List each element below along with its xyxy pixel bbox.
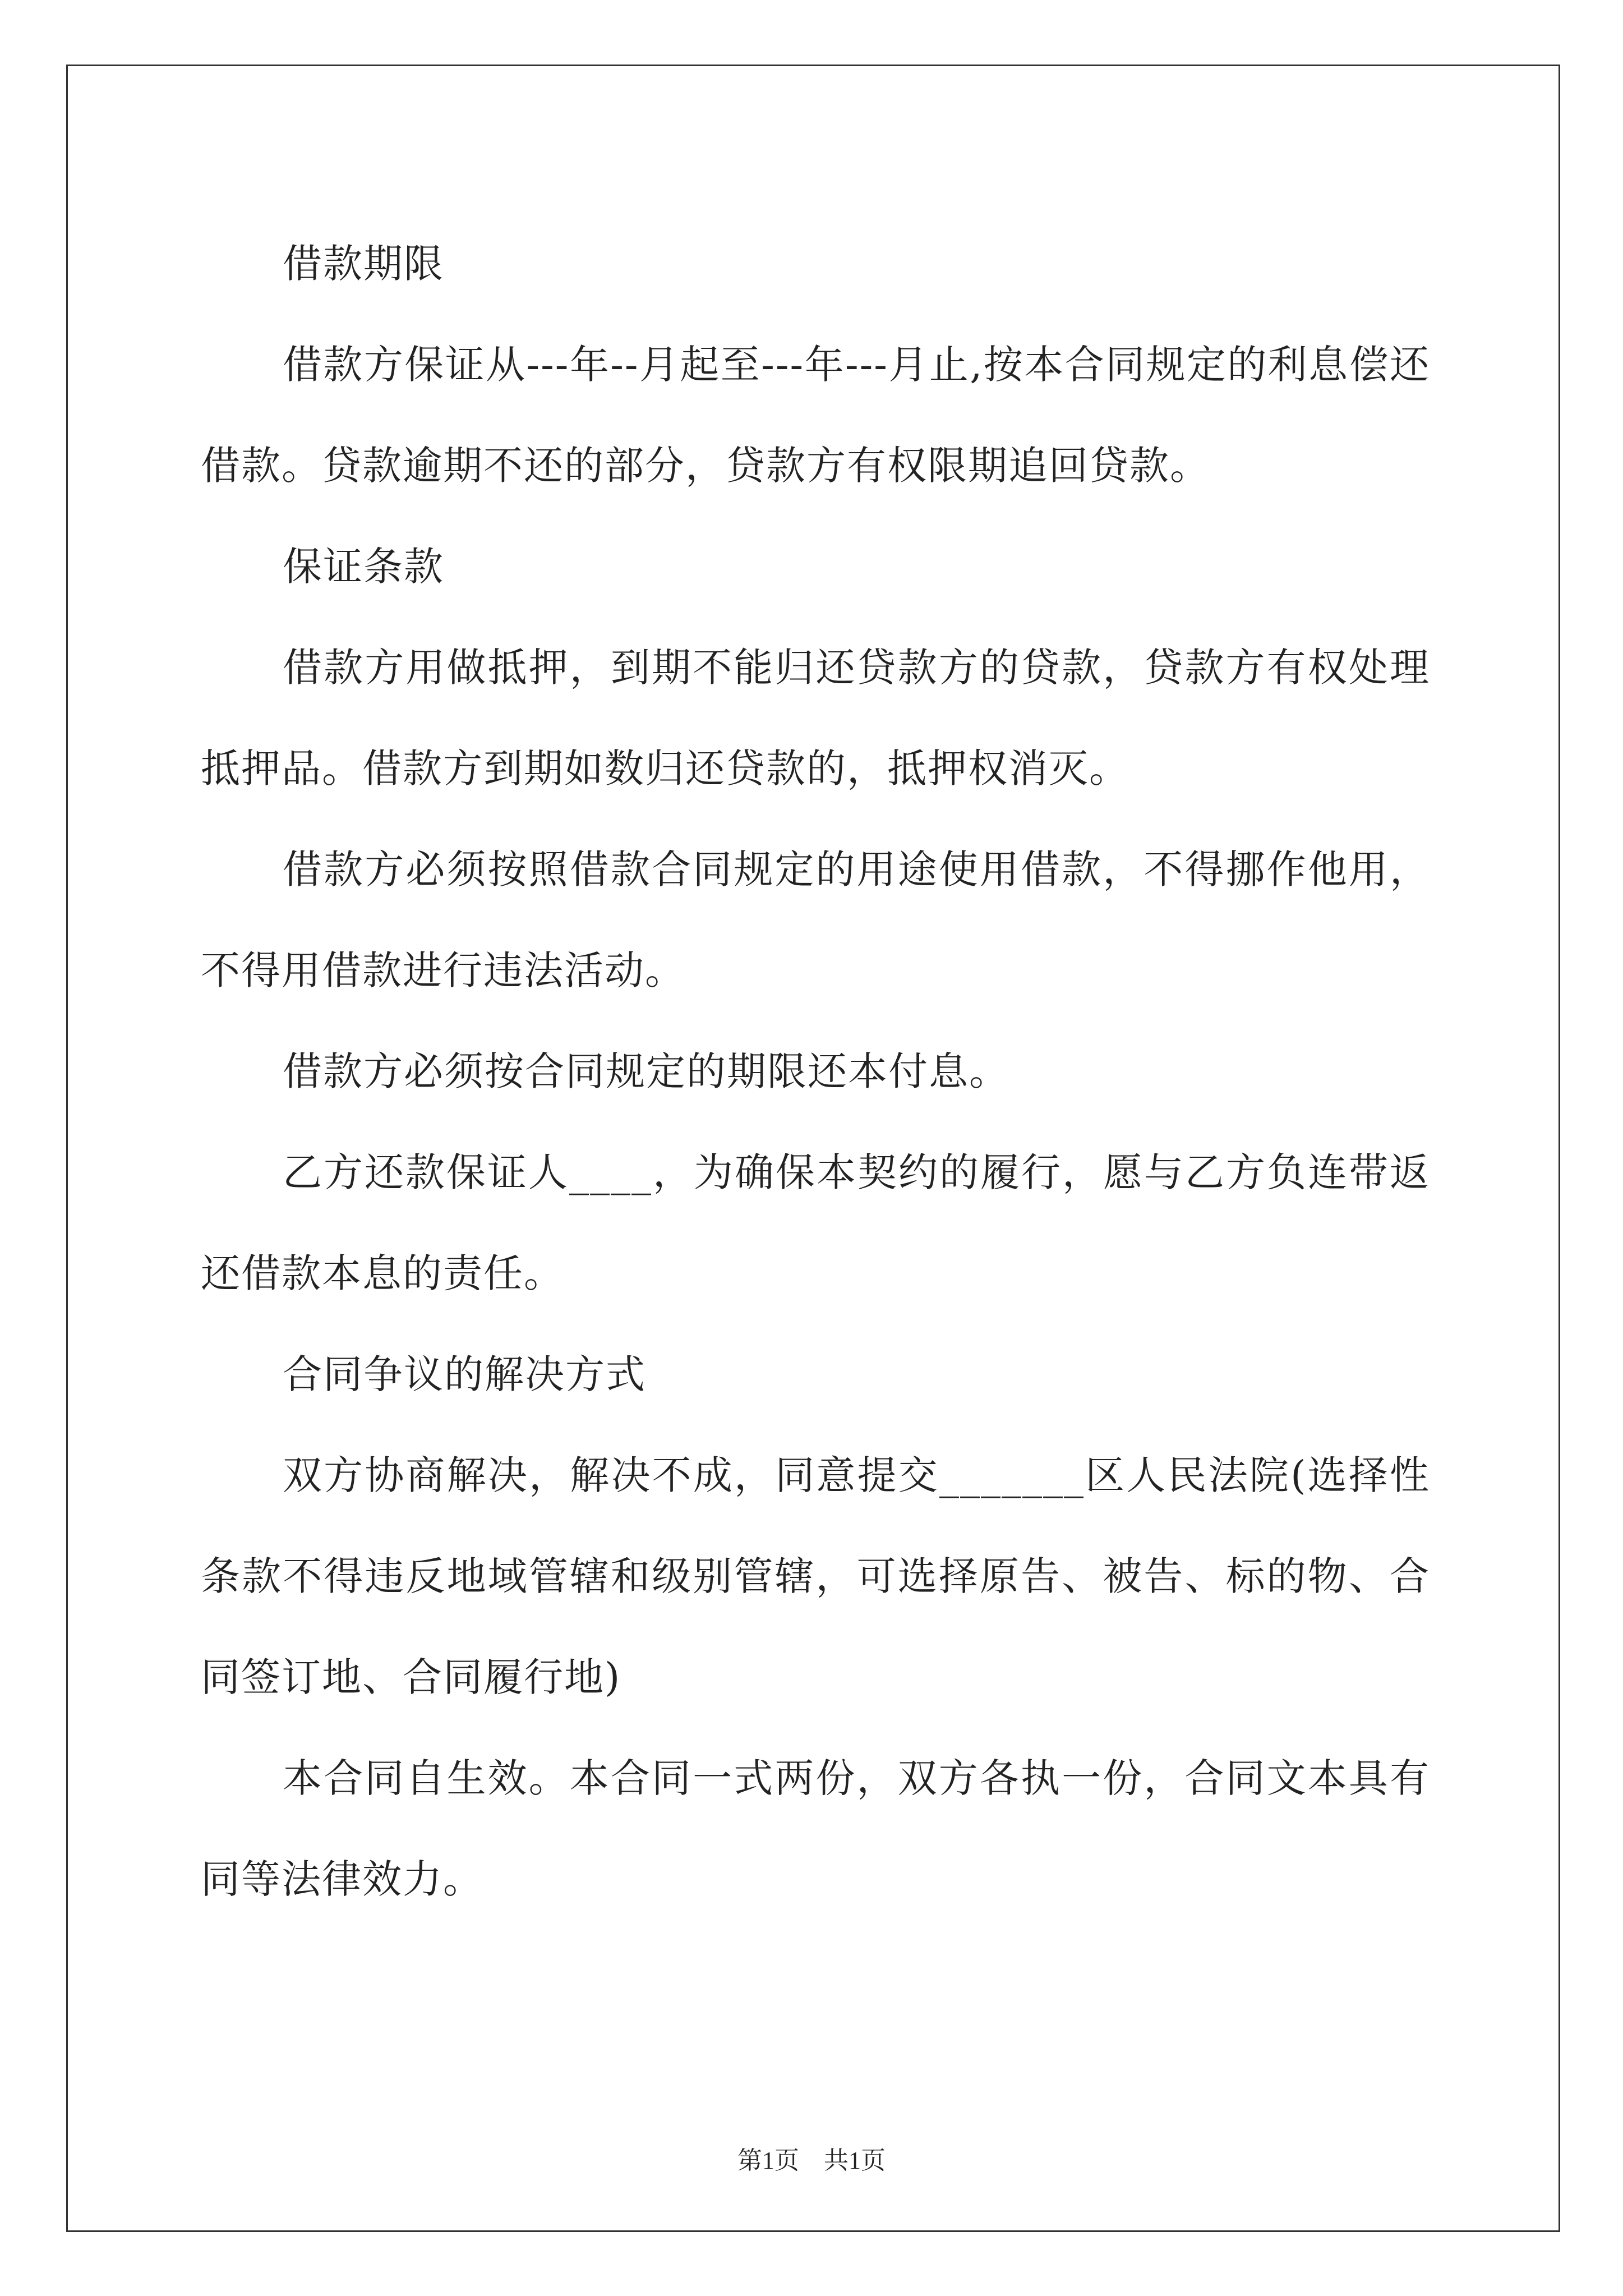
section-heading-guarantee: 保证条款	[283, 544, 444, 590]
paragraph-collateral: 借款方用做抵押，到期不能归还贷款方的贷款，贷款方有权处理抵押品。借款方到期如数归还贷款的，抵押权消灭。	[201, 645, 1430, 792]
paragraph-loan-usage: 借款方必须按照借款合同规定的用途使用借款，不得挪作他用，不得用借款进行违法活动。	[201, 846, 1430, 993]
paragraph-guarantor: 乙方还款保证人____，为确保本契约的履行，愿与乙方负连带返还借款本息的责任。	[201, 1149, 1430, 1296]
section-heading-dispute: 合同争议的解决方式	[283, 1351, 646, 1397]
paragraph-loan-term: 借款方保证从---年--月起至---年---月止,按本合同规定的利息偿还借款。贷款逾期不还的部分，贷款方有权限期追回贷款。	[201, 342, 1430, 489]
paragraph-repayment: 借款方必须按合同规定的期限还本付息。	[283, 1048, 1009, 1094]
page-number-footer: 第1页 共1页	[737, 2147, 886, 2174]
paragraph-dispute-resolution: 双方协商解决，解决不成，同意提交_______区人民法院(选择性条款不得违反地域管辖和级别管辖，可选择原告、被告、标的物、合同签订地、合同履行地)	[201, 1452, 1430, 1700]
paragraph-effectiveness: 本合同自生效。本合同一式两份，双方各执一份，合同文本具有同等法律效力。	[201, 1755, 1430, 1902]
document-body	[201, 213, 1430, 1930]
section-heading-loan-term: 借款期限	[283, 241, 444, 287]
